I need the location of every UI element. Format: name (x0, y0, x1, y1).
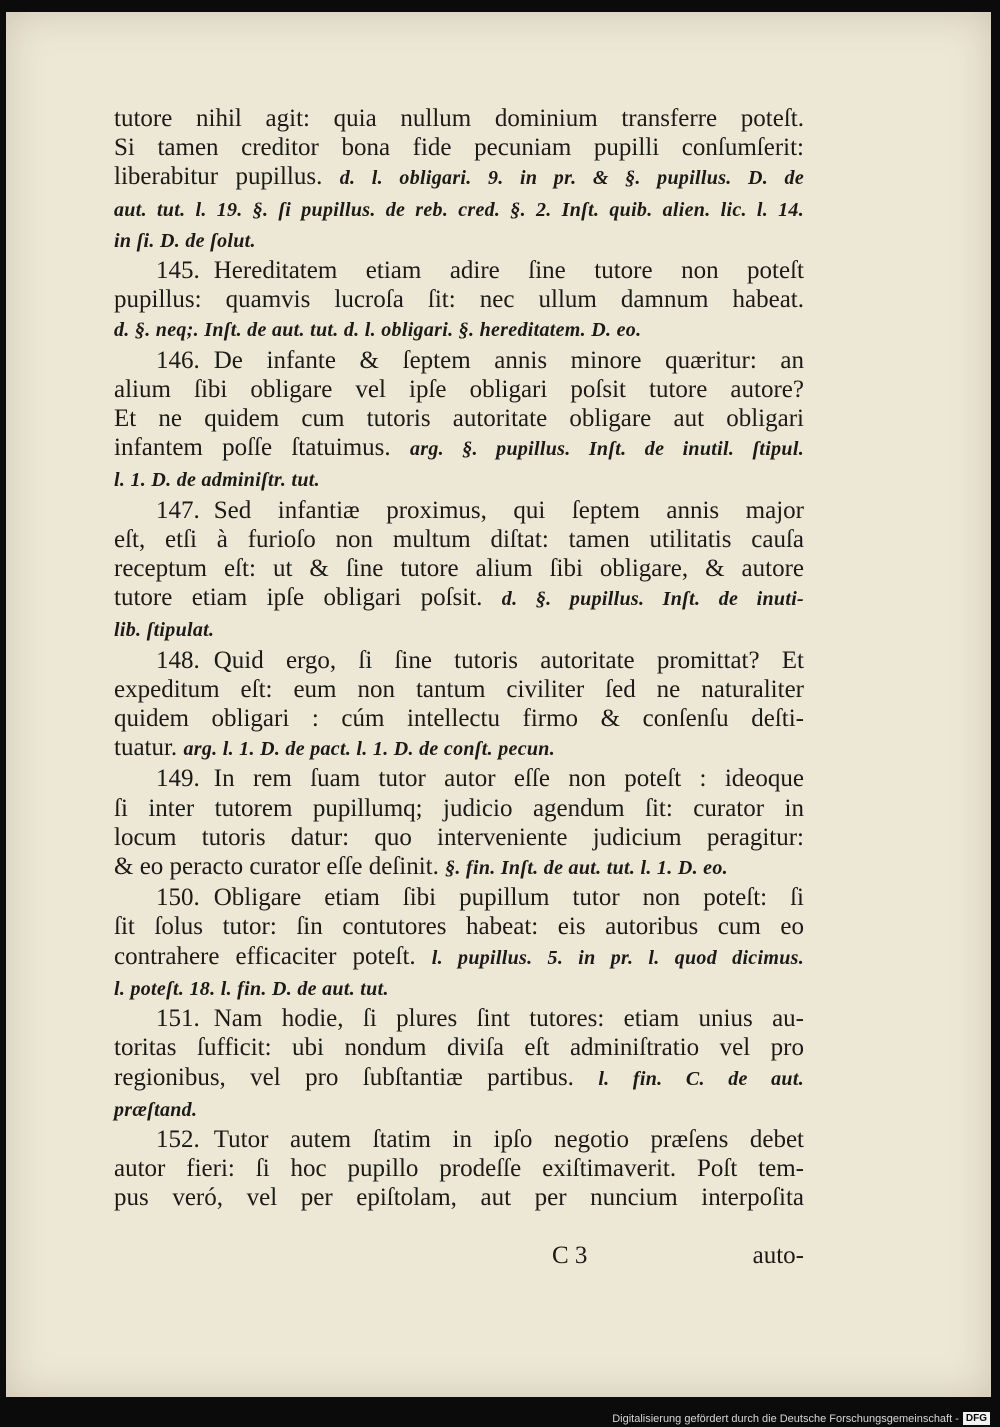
page-text (114, 104, 804, 1213)
body-text: pus veró, vel per epiſtolam, aut per nuncium interpoſita (114, 1184, 804, 1212)
text-line (114, 162, 804, 193)
text-line (114, 764, 804, 793)
text-line (114, 973, 804, 1004)
text-line (114, 525, 804, 554)
text-line (114, 1154, 804, 1183)
text-line (114, 404, 804, 433)
body-text: Sed infantiæ proximus, qui ſeptem annis major (213, 496, 804, 524)
body-text: Quid ergo, ſi ſine tutoris autoritate promittat? Et (213, 646, 804, 674)
text-line (114, 794, 804, 823)
text-line (114, 912, 804, 941)
paragraph-number: 151. (156, 1005, 200, 1033)
text-line (114, 1183, 804, 1212)
body-text: alium ſibi obligare vel ipſe obligari poſsit tutore autore? (114, 375, 804, 403)
legal-citation: lib. ſtipulat. (114, 619, 215, 642)
body-text: autor fieri: ſi hoc pupillo prodeſſe exiſtimaverit. Poſt tem- (114, 1155, 804, 1183)
body-text: Obligare etiam ſibi pupillum tutor non poteſt: ſi (213, 884, 804, 912)
paragraph-number: 148. (156, 646, 200, 674)
text-line (114, 1125, 804, 1154)
text-line (114, 285, 804, 314)
legal-citation: d. §. pupillus. Inſt. de inuti- (501, 588, 805, 611)
legal-citation: arg. l. 1. D. de pact. l. 1. D. de conſt. pecun. (183, 738, 556, 761)
body-text: & eo peracto curator eſſe deſinit. (114, 853, 446, 881)
body-text: eſt, etſi à furioſo non multum diſtat: tamen utilitatis cauſa (114, 525, 804, 553)
body-text: contrahere efficaciter poteſt. (114, 942, 432, 970)
body-text: quidem obligari : cúm intellectu firmo & conſenſu deſti- (114, 705, 804, 733)
body-text: Si tamen creditor bona fide pecuniam pupilli conſumſerit: (114, 134, 804, 162)
text-line (114, 1033, 804, 1062)
legal-citation: l. pupillus. 5. in pr. l. quod dicimus. (431, 946, 804, 969)
body-text: ſi inter tutorem pupillumq; judicio agendum ſit: curator in (114, 794, 804, 822)
text-line (114, 1063, 804, 1094)
body-text: ſit ſolus tutor: ſin contutores habeat: eis autoribus cum eo (114, 913, 804, 941)
legal-citation: d. l. obligari. 9. in pr. & §. pupillus. D. de (339, 167, 804, 190)
text-line (114, 583, 804, 614)
text-line (114, 1004, 804, 1033)
paragraph-number: 147. (156, 496, 200, 524)
catchword: auto- (752, 1242, 804, 1269)
body-text: De infante & ſeptem annis minore quæritur: an (213, 346, 804, 374)
legal-citation: l. poteſt. 18. l. fin. D. de aut. tut. (114, 977, 389, 1000)
text-line (114, 614, 804, 645)
paragraph-number: 146. (156, 346, 200, 374)
body-text: infantem poſſe ſtatuimus. (114, 434, 410, 462)
paragraph-number: 145. (156, 257, 200, 285)
body-text: receptum eſt: ut & ſine tutore alium ſibi obligare, & autore (114, 555, 804, 583)
signature-mark: C 3 (552, 1242, 588, 1269)
text-line (114, 133, 804, 162)
digitization-credit (612, 1412, 990, 1425)
text-line (114, 675, 804, 704)
body-text: toritas ſufficit: ubi nondum diviſa eſt adminiſtratio vel pro (114, 1034, 804, 1062)
body-text: tutore nihil agit: quia nullum dominium transferre poteſt. (114, 105, 804, 132)
credit-text: Digitalisierung gefördert durch die Deutsche Forschungsgemeinschaft - (612, 1412, 959, 1425)
body-text: liberabitur pupillus. (114, 163, 340, 191)
legal-citation: l. 1. D. de adminiſtr. tut. (114, 469, 320, 492)
body-text: locum tutoris datur: quo interveniente judicium peragitur: (114, 823, 804, 851)
text-line (114, 1094, 804, 1125)
text-line (114, 883, 804, 912)
body-text: Hereditatem etiam adire ſine tutore non poteſt (213, 257, 804, 285)
text-line (114, 852, 804, 883)
text-line (114, 646, 804, 675)
legal-citation: d. §. neq;. Inſt. de aut. tut. d. l. obligari. §. hereditatem. D. eo. (114, 319, 642, 342)
text-line (114, 942, 804, 973)
text-line (114, 104, 804, 133)
text-line (114, 194, 804, 225)
legal-citation: arg. §. pupillus. Inſt. de inutil. ſtipul. (409, 438, 804, 461)
legal-citation: in ſi. D. de ſolut. (114, 229, 256, 252)
text-line (114, 225, 804, 256)
body-text: regionibus, vel pro ſubſtantiæ partibus. (114, 1063, 599, 1091)
page-footer (114, 1242, 804, 1274)
paragraph-number: 149. (156, 765, 200, 793)
body-text: Nam hodie, ſi plures ſint tutores: etiam unius au- (213, 1005, 804, 1033)
text-line (114, 464, 804, 495)
dfg-logo-icon: DFG (963, 1412, 990, 1425)
text-line (114, 704, 804, 733)
text-line (114, 256, 804, 285)
book-page (6, 12, 991, 1397)
legal-citation: §. fin. Inſt. de aut. tut. l. 1. D. eo. (445, 857, 728, 880)
text-line (114, 733, 804, 764)
legal-citation: præſtand. (114, 1098, 198, 1121)
body-text: expeditum eſt: eum non tantum civiliter ſed ne naturaliter (114, 675, 804, 703)
body-text: Et ne quidem cum tutoris autoritate obligare aut obligari (114, 405, 804, 433)
paragraph-number: 152. (156, 1125, 200, 1153)
body-text: tutore etiam ipſe obligari poſsit. (114, 584, 502, 612)
text-line (114, 554, 804, 583)
body-text: pupillus: quamvis lucroſa ſit: nec ullum damnum habeat. (114, 286, 804, 314)
text-line (114, 375, 804, 404)
body-text: In rem ſuam tutor autor eſſe non poteſt : ideoque (213, 765, 804, 793)
text-line (114, 433, 804, 464)
text-line (114, 823, 804, 852)
body-text: tuatur. (114, 734, 184, 762)
text-line (114, 346, 804, 375)
legal-citation: aut. tut. l. 19. §. ſi pupillus. de reb. cred. §. 2. Inſt. quib. alien. lic. l. 14. (114, 198, 804, 221)
legal-citation: l. fin. C. de aut. (598, 1067, 804, 1090)
text-line (114, 314, 804, 345)
paragraph-number: 150. (156, 884, 200, 912)
body-text: Tutor autem ſtatim in ipſo negotio præſens debet (213, 1125, 804, 1153)
text-line (114, 496, 804, 525)
